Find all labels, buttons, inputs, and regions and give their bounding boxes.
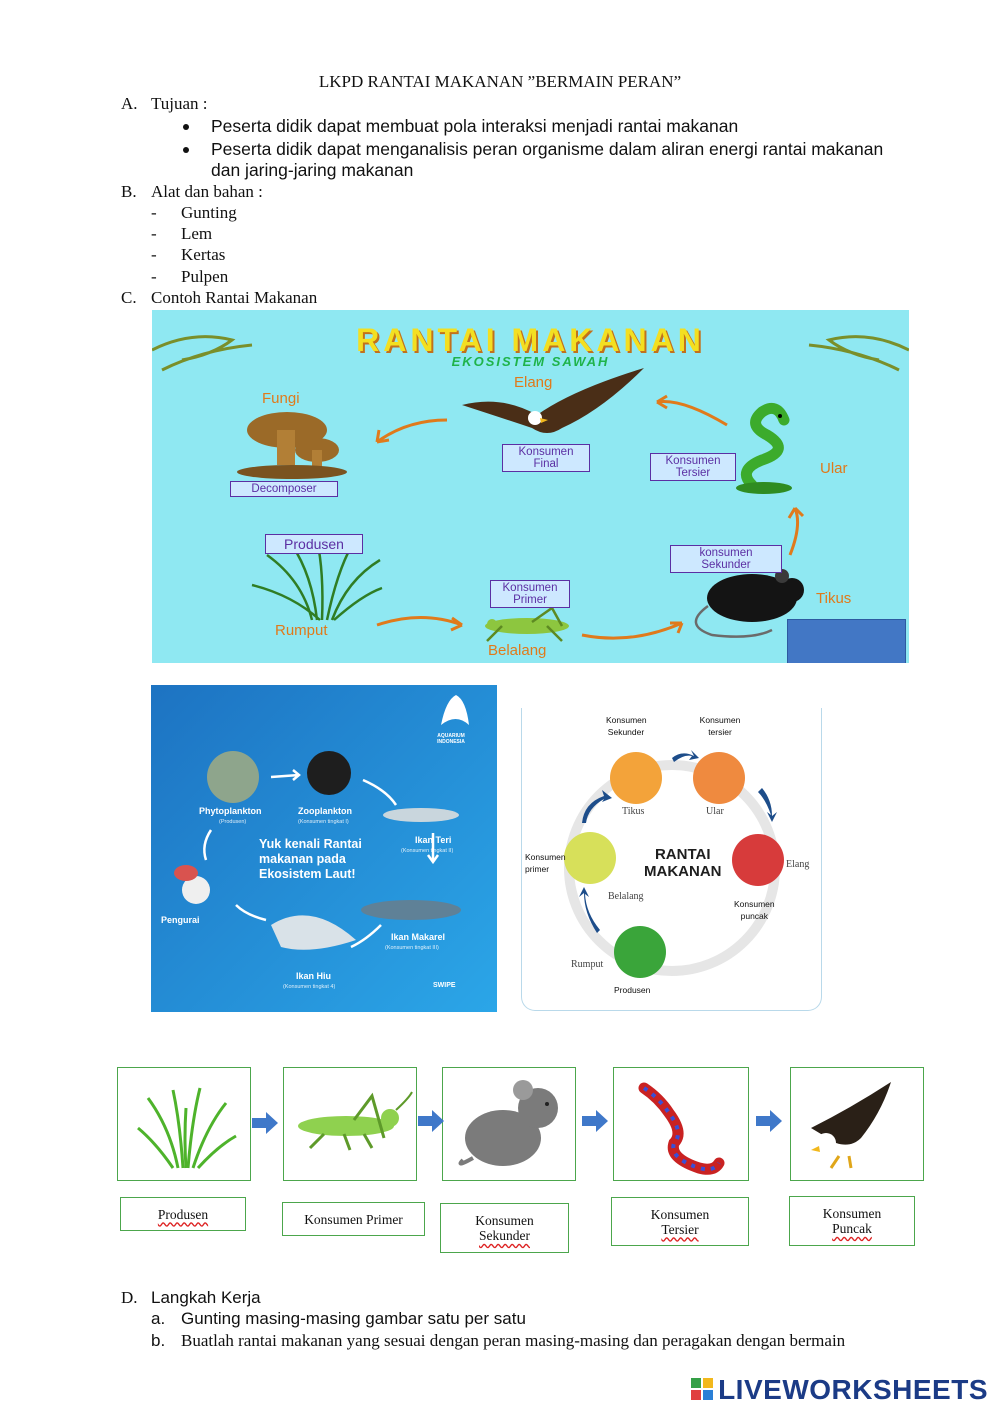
label-elang: Elang: [514, 374, 553, 391]
liveworksheets-watermark[interactable]: LIVEWORKSHEETS: [718, 1374, 988, 1405]
chain-label-konsumen-puncak: [789, 1196, 915, 1246]
label-konsumen-sekunder: [606, 714, 646, 738]
label-belalang: Belalang: [488, 642, 547, 659]
label-produsen: Produsen: [614, 985, 651, 995]
role-box-produsen: Produsen: [265, 534, 363, 554]
ocean-headline: [259, 837, 362, 882]
objective-text-2-continued: dan jaring-jaring makanan: [211, 160, 414, 180]
label-ular: Ular: [820, 460, 848, 477]
mackerel-icon: [361, 900, 461, 920]
list-dash: -: [151, 224, 157, 243]
chain-picture-konsumen-primer: [283, 1067, 417, 1181]
figure-circular-food-chain: [521, 708, 822, 1011]
node-ikan-makarel-role: (Konsumen tingkat III): [385, 945, 439, 951]
figure-sawah-food-chain: [152, 310, 909, 663]
section-d-label: D.: [121, 1288, 138, 1307]
label-konsumen-puncak: [734, 898, 775, 922]
label-fungi: Fungi: [262, 390, 300, 407]
ocean-headline-line-2: makanan pada: [259, 852, 346, 866]
section-c-heading: Contoh Rantai Makanan: [151, 288, 318, 307]
chain-label-text: Puncak: [832, 1221, 872, 1236]
step-b-text: Buatlah rantai makanan yang sesuai dengan peran masing-masing dan peragakan dengan bermain: [181, 1331, 846, 1350]
chain-label-konsumen-primer: [282, 1202, 425, 1236]
chain-picture-konsumen-puncak: [790, 1067, 924, 1181]
list-dash: -: [151, 267, 157, 286]
snake-circle-icon: [693, 752, 745, 804]
grasshopper-icon: [485, 608, 569, 641]
label-text: Konsumen: [699, 715, 741, 725]
center-title-line: RANTAI: [654, 846, 711, 863]
node-ikan-teri: Ikan Teri: [415, 835, 452, 845]
chain-picture-konsumen-sekunder: [442, 1067, 576, 1181]
section-a-heading: Tujuan :: [151, 94, 208, 113]
label-tikus: Tikus: [622, 806, 645, 817]
role-box-konsumen-final: Konsumen Final: [502, 444, 590, 472]
step-b-label: b.: [151, 1331, 166, 1350]
chain-label-text: Tersier: [661, 1221, 699, 1237]
chain-label-text: Konsumen: [475, 1213, 534, 1228]
objective-text-1: Peserta didik dapat membuat pola interaksi menjadi rantai makanan: [211, 116, 739, 136]
chain-label-konsumen-sekunder: [440, 1203, 569, 1253]
ocean-headline-line-1: Yuk kenali Rantai: [259, 837, 362, 851]
chain-label-produsen: [120, 1197, 246, 1231]
page-title: LKPD RANTAI MAKANAN ”BERMAIN PERAN”: [318, 72, 682, 91]
node-phytoplankton: Phytoplankton: [199, 806, 262, 816]
node-ikan-makarel: Ikan Makarel: [391, 932, 446, 942]
swipe-label: SWIPE: [433, 982, 456, 989]
shark-icon: [271, 915, 356, 949]
chain-label-text: Produsen: [157, 1206, 209, 1222]
material-item-2: Lem: [181, 224, 213, 243]
node-ikan-teri-role: (Konsumen tingkat II): [401, 848, 454, 854]
label-konsumen-tersier: [698, 714, 742, 738]
section-a-label: A.: [121, 94, 138, 113]
blue-overlay-box: [787, 619, 906, 663]
grass-icon: [118, 1068, 250, 1180]
center-title-line: MAKANAN: [644, 863, 722, 880]
label-ular: Ular: [706, 806, 724, 817]
grasshopper-circle-icon: [564, 832, 616, 884]
label-belalang: Belalang: [608, 891, 644, 902]
grass-circle-icon: [614, 926, 666, 978]
chain-arrow-icon: [416, 1108, 446, 1134]
label-text: primer: [525, 864, 550, 874]
label-text: Konsumen: [525, 852, 566, 862]
figure-ocean-food-chain: [151, 685, 497, 1012]
snake-icon: [614, 1068, 748, 1180]
anchovy-icon: [383, 808, 459, 822]
node-pengurai: Pengurai: [161, 915, 200, 925]
role-box-konsumen-primer: Konsumen Primer: [490, 580, 570, 608]
objective-text-2: Peserta didik dapat menganalisis peran organisme dalam aliran energi rantai makanan: [211, 139, 884, 159]
label-rumput: Rumput: [275, 622, 328, 639]
chain-label-text: Konsumen: [822, 1206, 882, 1221]
decomposer-mushroom-icon: [174, 865, 210, 904]
snake-icon: [736, 408, 792, 494]
fungi-mushroom-icon: [237, 412, 347, 479]
material-item-4: Pulpen: [181, 267, 229, 286]
node-zooplankton-role: (Konsumen tingkat I): [298, 819, 349, 825]
section-c-label: C.: [121, 288, 137, 307]
mouse-circle-icon: [610, 752, 662, 804]
node-ikan-hiu-role: (Konsumen tingkat 4): [283, 984, 336, 990]
chain-label-text: Sekunder: [479, 1228, 530, 1243]
liveworksheets-logo-icon: [691, 1378, 713, 1400]
mouse-icon: [443, 1068, 575, 1180]
chain-label-text: Konsumen Primer: [304, 1211, 403, 1227]
list-dash: -: [151, 245, 157, 264]
label-text: Konsumen: [734, 899, 775, 909]
chain-arrow-icon: [754, 1108, 784, 1134]
bullet-dot: [183, 147, 189, 153]
figure-sawah-subtitle: EKOSISTEM SAWAH: [451, 354, 610, 369]
role-box-konsumen-sekunder: konsumen Sekunder: [670, 545, 782, 573]
chain-arrow-icon: [580, 1108, 610, 1134]
label-konsumen-primer: [525, 851, 566, 875]
label-rumput: Rumput: [571, 959, 604, 970]
bullet-dot: [183, 124, 189, 130]
figure-sawah-title: RANTAI MAKANAN: [356, 322, 705, 358]
role-box-decomposer: Decomposer: [230, 481, 338, 497]
label-tikus: Tikus: [816, 590, 852, 607]
label-text: puncak: [740, 911, 769, 921]
phytoplankton-icon: [207, 751, 259, 803]
chain-label-konsumen-tersier: [611, 1197, 749, 1246]
node-ikan-hiu: Ikan Hiu: [296, 971, 332, 981]
node-zooplankton: Zooplankton: [298, 806, 352, 816]
role-box-konsumen-tersier: Konsumen Tersier: [650, 453, 736, 481]
eagle-icon: [791, 1068, 923, 1180]
step-a-label: a.: [151, 1309, 166, 1328]
label-text: Konsumen: [606, 715, 647, 725]
material-item-1: Gunting: [181, 203, 237, 222]
eagle-icon: [462, 368, 644, 433]
chain-arrow-icon: [250, 1110, 280, 1136]
eagle-circle-icon: [732, 834, 784, 886]
zooplankton-icon: [307, 751, 351, 795]
section-b-heading: Alat dan bahan :: [151, 182, 263, 201]
grasshopper-icon: [284, 1068, 416, 1180]
section-d-heading: Langkah Kerja: [151, 1288, 261, 1307]
node-phytoplankton-role: (Produsen): [219, 819, 247, 825]
label-elang: Elang: [786, 859, 810, 870]
material-item-3: Kertas: [181, 245, 226, 264]
step-a-text: Gunting masing-masing gambar satu per satu: [181, 1309, 526, 1328]
objective-bullet-2: [211, 139, 883, 160]
list-dash: -: [151, 203, 157, 222]
label-text: Sekunder: [607, 727, 645, 737]
chain-picture-konsumen-tersier: [613, 1067, 749, 1181]
section-b-label: B.: [121, 182, 137, 201]
objective-bullet-1: [211, 116, 738, 137]
label-text: tersier: [708, 727, 732, 737]
chain-label-text: Konsumen: [650, 1206, 710, 1222]
chain-picture-produsen: [117, 1067, 251, 1181]
circle-center-title: [644, 846, 722, 880]
ocean-headline-line-3: Ekosistem Laut!: [259, 867, 356, 881]
brand-label: AQUARIUM INDONESIA: [437, 733, 465, 745]
aquarium-logo-icon: [441, 695, 469, 725]
